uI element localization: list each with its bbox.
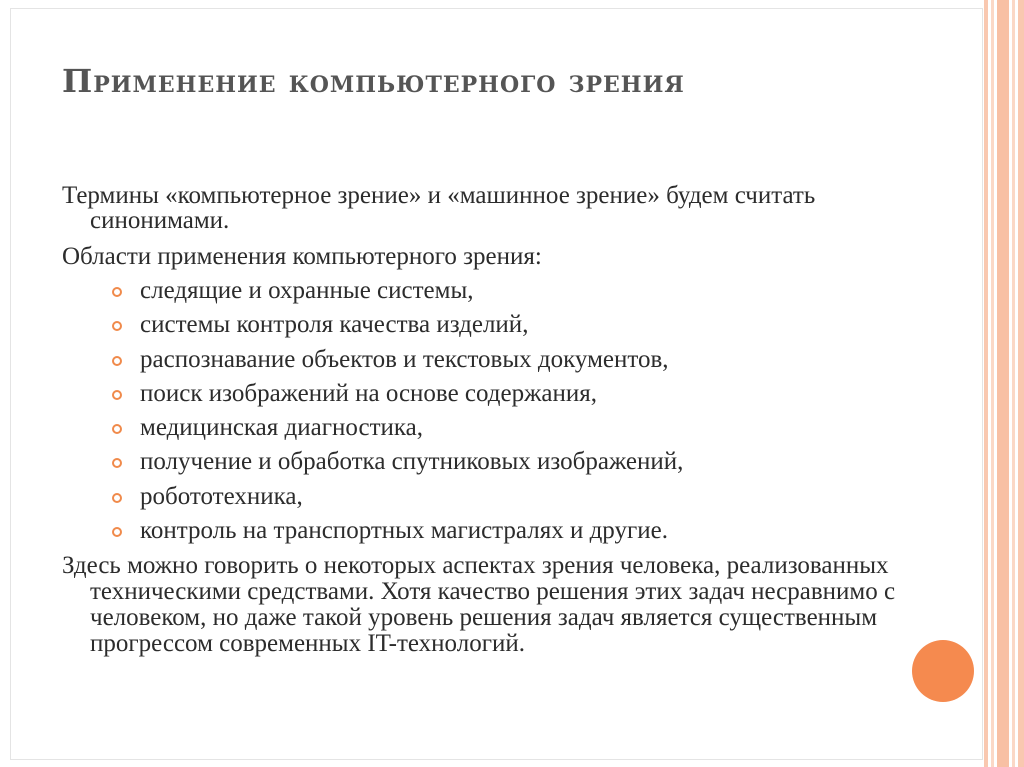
slide-content — [62, 183, 942, 657]
list-item — [62, 343, 942, 377]
list-item — [62, 514, 942, 548]
circle-bullet-icon — [112, 458, 122, 468]
intro-paragraph: Термины «компьютерное зрение» и «машинное зрение» будем считать синонимами. — [62, 182, 816, 234]
circle-bullet-icon — [112, 287, 122, 297]
circle-bullet-icon — [112, 321, 122, 331]
list-item-text: робототехника, — [140, 482, 303, 510]
circle-bullet-icon — [112, 527, 122, 537]
list-item-text: системы контроля качества изделий, — [140, 311, 529, 339]
decorative-stripes — [984, 0, 1024, 767]
list-item — [62, 377, 942, 411]
list-item-text: поиск изображений на основе содержания, — [140, 379, 597, 407]
list-item — [62, 411, 942, 445]
list-item — [62, 480, 942, 514]
areas-heading: Области применения компьютерного зрения: — [62, 243, 542, 270]
application-areas-list — [62, 274, 942, 548]
circle-bullet-icon — [112, 493, 122, 503]
slide-title: Применение компьютерного зрения — [62, 62, 685, 100]
circle-bullet-icon — [112, 390, 122, 400]
list-item — [62, 274, 942, 308]
list-item-text: распознавание объектов и текстовых документов, — [140, 345, 669, 373]
list-item-text: медицинская диагностика, — [140, 414, 423, 442]
list-item-text: получение и обработка спутниковых изображений, — [140, 448, 684, 476]
circle-bullet-icon — [112, 424, 122, 434]
list-item-text: контроль на транспортных магистралях и другие. — [140, 517, 668, 545]
list-item — [62, 445, 942, 479]
list-item-text: следящие и охранные системы, — [140, 277, 474, 304]
list-item — [62, 308, 942, 342]
conclusion-paragraph: Здесь можно говорить о некоторых аспектах зрения человека, реализованных техническими средствами. Хотя качество решения этих задач несравнимо с человеком, но даже такой уровень решения задач является существенным прогрессом современных IT-технологий. — [62, 552, 896, 658]
circle-bullet-icon — [112, 356, 122, 366]
